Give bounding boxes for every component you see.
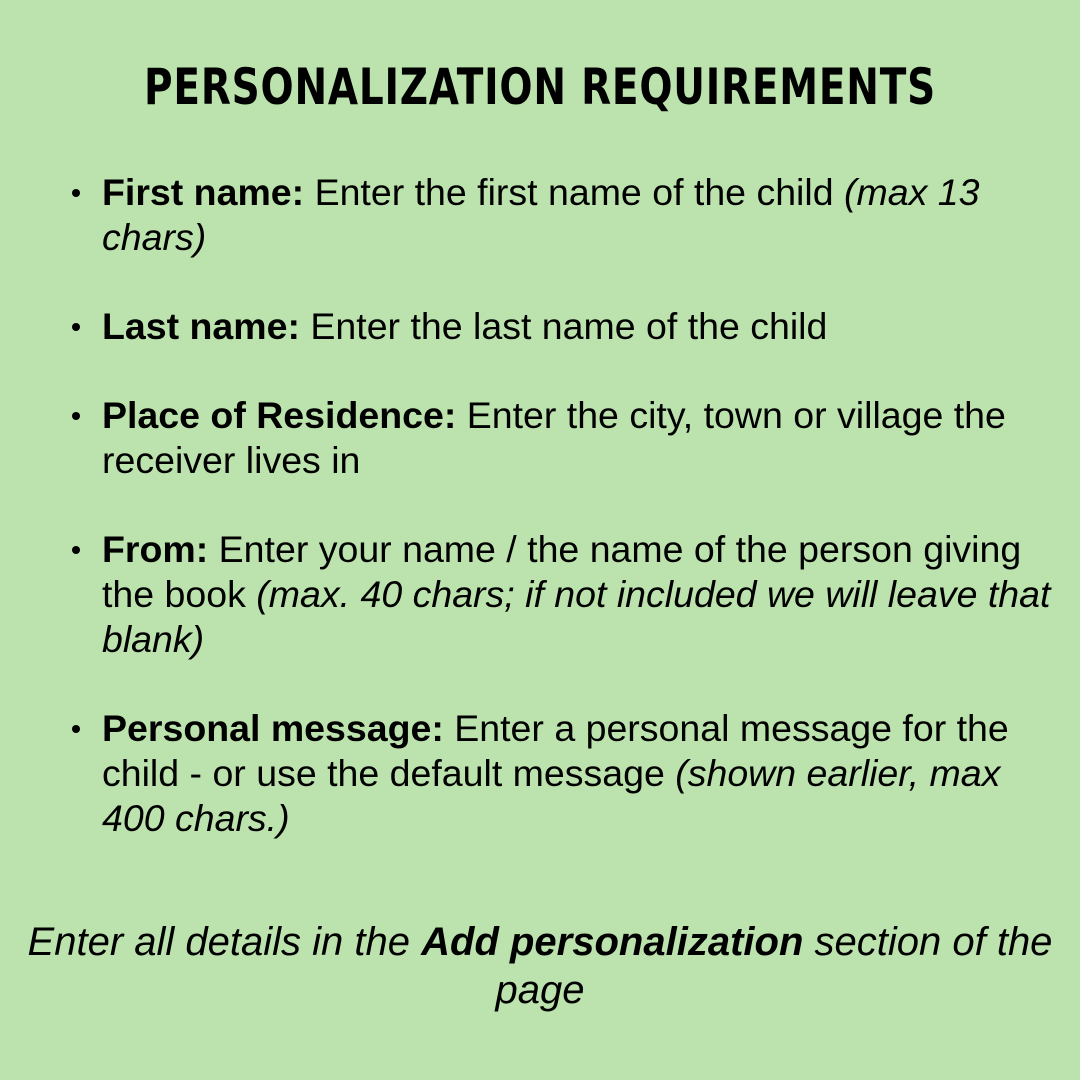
bullet-icon	[72, 323, 80, 331]
requirement-place-of-residence	[64, 393, 1064, 483]
requirement-label: First name:	[102, 171, 305, 213]
requirement-from	[64, 527, 1064, 662]
bullet-icon	[72, 725, 80, 733]
footer-instruction	[0, 918, 1080, 1014]
requirement-note: (max. 40 chars; if not included we will leave that blank)	[102, 573, 1051, 660]
page-title: PERSONALIZATION REQUIREMENTS	[144, 58, 936, 116]
footer-suffix: section of the page	[495, 920, 1053, 1012]
requirement-text: Enter your name / the name of the person giving the book	[102, 528, 1022, 615]
requirement-last-name	[64, 304, 1064, 349]
requirement-text: Enter the city, town or village the receiver lives in	[102, 394, 1006, 481]
footer-prefix: Enter all details in the	[27, 920, 410, 964]
bullet-icon	[72, 189, 80, 197]
requirement-label: Place of Residence:	[102, 394, 457, 436]
bullet-icon	[72, 546, 80, 554]
requirement-text: Enter the first name of the child	[314, 171, 834, 213]
bullet-icon	[72, 412, 80, 420]
requirement-label: Last name:	[102, 305, 300, 347]
requirement-label: Personal message:	[102, 707, 444, 749]
requirement-text: Enter the last name of the child	[310, 305, 828, 347]
requirement-note: (max 13 chars)	[102, 171, 980, 258]
requirements-list	[64, 170, 1064, 885]
requirement-label: From:	[102, 528, 209, 570]
requirement-note: (shown earlier, max 400 chars.)	[102, 752, 1001, 839]
requirement-personal-message	[64, 706, 1064, 841]
requirement-text: Enter a personal message for the child - or use the default message	[102, 707, 1009, 794]
footer-highlight: Add personalization	[421, 920, 804, 964]
requirement-first-name	[64, 170, 1064, 260]
